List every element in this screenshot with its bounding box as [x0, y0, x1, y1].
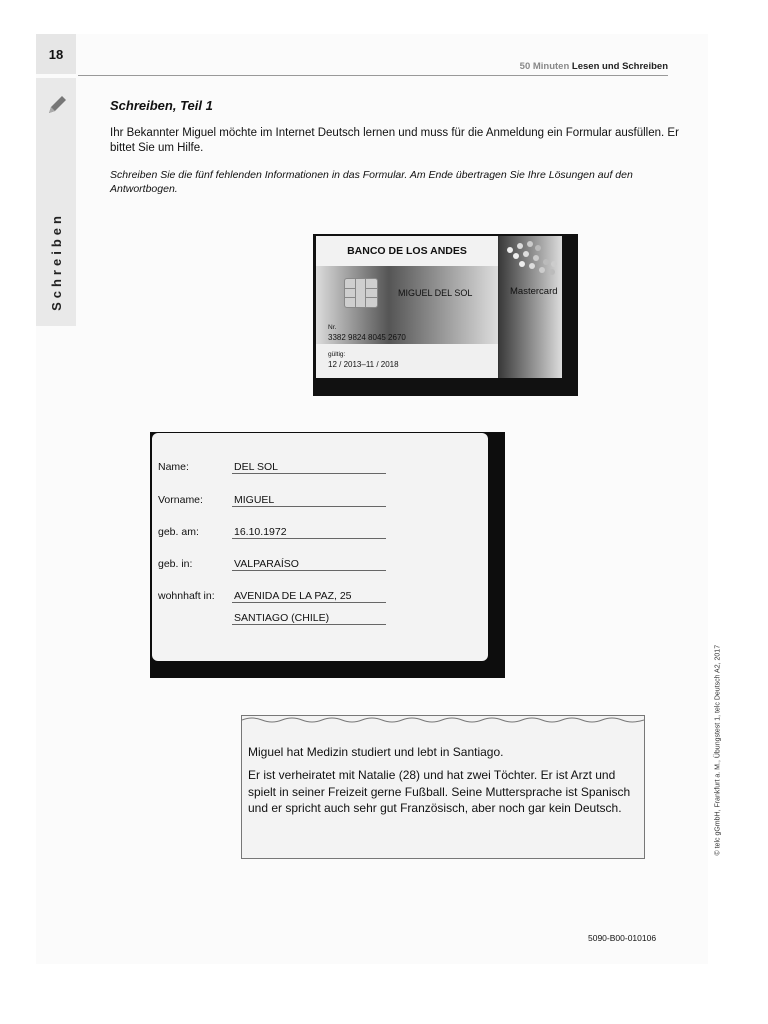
- form-line: [232, 506, 386, 507]
- info-text-2: Er ist verheiratet mit Natalie (28) und hat zwei Töchter. Er ist Arzt und spielt in seiner Freizeit gerne Fußball. Seine Muttersprache ist Spanisch und er spricht auch sehr gut Französisch, aber noch gar kein Deutsch.: [248, 768, 631, 815]
- header-title: [520, 61, 668, 72]
- document-code: 5090-B00-010106: [588, 933, 657, 943]
- chip-icon: [344, 278, 378, 308]
- bank-name: BANCO DE LOS ANDES: [347, 245, 467, 257]
- card-holder: MIGUEL DEL SOL: [398, 288, 473, 298]
- form-value-geb-in: VALPARAÍSO: [234, 558, 299, 570]
- form-line: [232, 624, 386, 625]
- form-line: [232, 602, 386, 603]
- form-label-vorname: Vorname:: [158, 494, 203, 506]
- form-label-geb-am: geb. am:: [158, 526, 199, 538]
- dots-logo-icon: [502, 240, 562, 284]
- header-section: Lesen und Schreiben: [571, 61, 668, 72]
- card-valid: 12 / 2013–11 / 2018: [328, 360, 399, 369]
- form-line: [232, 473, 386, 474]
- form-value-wohnhaft-2: SANTIAGO (CHILE): [234, 612, 330, 624]
- torn-edge: [242, 716, 644, 726]
- page-number: 18: [36, 34, 76, 74]
- form-label-geb-in: geb. in:: [158, 558, 193, 570]
- form-value-name: DEL SOL: [234, 461, 278, 473]
- registration-form: [152, 433, 488, 661]
- card-brand: Mastercard: [510, 286, 558, 297]
- card-valid-label: gültig:: [328, 351, 346, 358]
- form-value-geb-am: 16.10.1972: [234, 526, 287, 538]
- form-line: [232, 570, 386, 571]
- section-title: Schreiben, Teil 1: [110, 98, 213, 113]
- form-label-wohnhaft: wohnhaft in:: [158, 590, 215, 602]
- credit-card: [316, 236, 499, 378]
- form-line: [232, 538, 386, 539]
- card-number: 3382 9824 8045 2670: [328, 333, 406, 342]
- intro-text: Ihr Bekannter Miguel möchte im Internet Deutsch lernen und muss für die Anmeldung ein Formular ausfüllen. Er bittet Sie um Hilfe.: [110, 127, 679, 154]
- form-label-name: Name:: [158, 461, 189, 473]
- info-textbox: [241, 715, 645, 859]
- info-text-1: Miguel hat Medizin studiert und lebt in Santiago.: [248, 745, 504, 759]
- form-value-vorname: MIGUEL: [234, 494, 275, 506]
- pencil-icon: [46, 92, 70, 116]
- card-number-label: Nr.: [328, 324, 337, 331]
- header-rule: [78, 75, 668, 76]
- form-value-wohnhaft-1: AVENIDA DE LA PAZ, 25: [234, 590, 352, 602]
- instruction-text: Schreiben Sie die fünf fehlenden Informationen in das Formular. Am Ende übertragen Sie Ihre Lösungen auf den Antwortbogen.: [110, 169, 633, 195]
- header-minutes: 50 Minuten: [519, 61, 570, 72]
- side-label: Schreiben: [48, 211, 64, 311]
